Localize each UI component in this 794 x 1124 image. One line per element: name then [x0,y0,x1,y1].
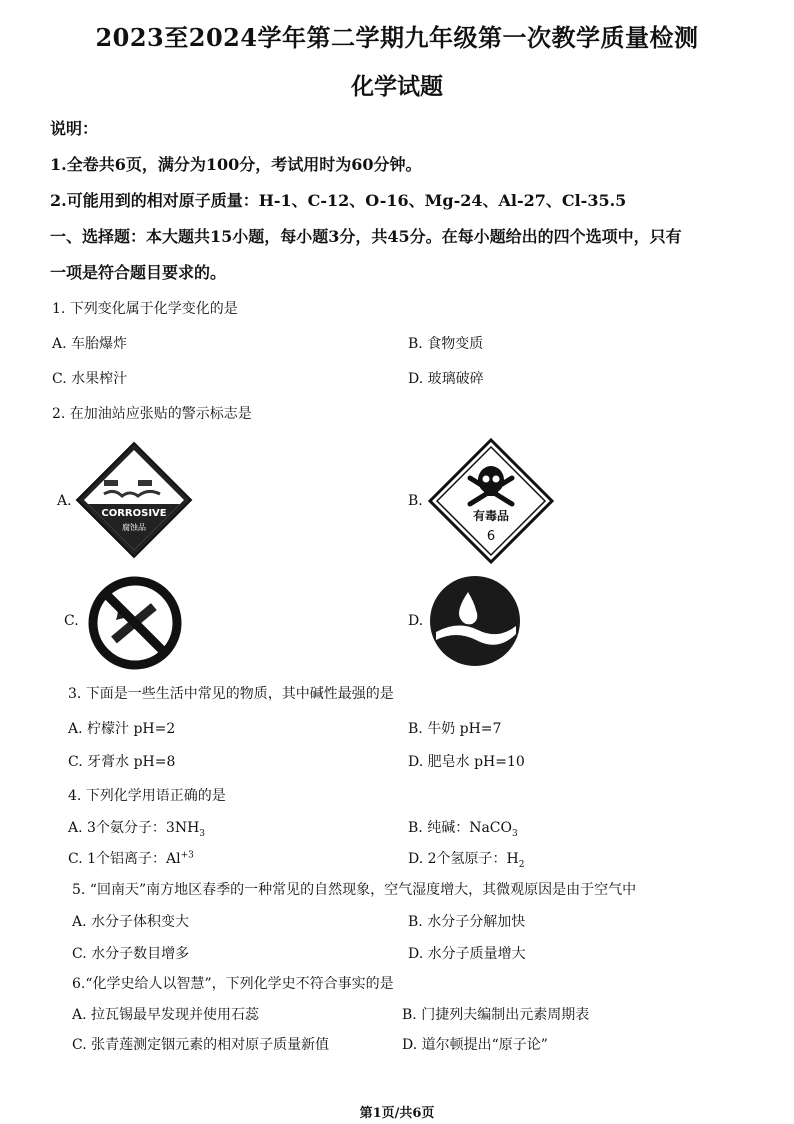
question-1-option-b[interactable]: B. 食物变质 [408,336,484,352]
water-saving-sign-icon [428,574,522,668]
question-6-option-c[interactable]: C. 张青莲测定铟元素的相对原子质量新值 [72,1037,330,1053]
toxic-sign-text: 有毒品 [472,509,510,523]
question-3-option-a[interactable]: A. 柠檬汁 pH=2 [68,721,176,737]
question-4-stem: 4. 下列化学用语正确的是 [68,788,226,804]
question-4-option-d[interactable]: D. 2个氢原子：$H_2$ [408,851,525,870]
question-2-option-a[interactable]: A. [57,493,72,509]
question-2-option-c[interactable]: C. [64,613,79,629]
toxic-sign-icon [428,438,554,564]
section-header-line-2: 一项是符合题目要求的。 [50,263,227,282]
question-3-option-d[interactable]: D. 肥皂水 pH=10 [408,754,525,770]
question-5-stem: 5. “回南天”南方地区春季的一种常见的自然现象，空气湿度增大，其微观原因是由于空气中 [72,882,637,898]
question-6-option-d[interactable]: D. 道尔顿提出“原子论” [402,1037,548,1053]
question-1-option-c[interactable]: C. 水果榨汁 [52,371,128,387]
corrosive-sign-icon [74,440,194,560]
question-2-option-b[interactable]: B. [408,493,423,509]
question-6-option-b[interactable]: B. 门捷列夫编制出元素周期表 [402,1007,590,1023]
question-4-option-b[interactable]: B. 纯碱：NaCO$_3$ [408,820,518,839]
question-3-stem: 3. 下面是一些生活中常见的物质，其中碱性最强的是 [68,686,394,702]
question-6-stem: 6.“化学史给人以智慧”，下列化学史不符合事实的是 [72,976,394,992]
question-1-option-d[interactable]: D. 玻璃破碎 [408,371,484,387]
question-5-option-c[interactable]: C. 水分子数目增多 [72,946,190,962]
instruction-line-1: 1.全卷共6页，满分为100分，考试用时为60分钟。 [50,155,422,174]
page-subtitle: 化学试题 [351,73,443,100]
corrosive-sign-subtext: 腐蚀品 [122,523,146,532]
instruction-line-2: 2.可能用到的相对原子质量：H-1、C-12、O-16、Mg-24、Al-27、Cl-35.5 [50,191,627,210]
section-header-line-1: 一、选择题：本大题共15小题，每小题3分，共45分。在每小题给出的四个选项中，只有 [50,227,682,246]
question-5-option-b[interactable]: B. 水分子分解加快 [408,914,526,930]
question-4-option-a[interactable]: A. 3个氨分子：$3NH_3$ [68,820,206,839]
toxic-sign-number: 6 [486,529,496,544]
question-2-option-d[interactable]: D. [408,613,424,629]
corrosive-sign-text: CORROSIVE [101,508,167,519]
question-5-option-a[interactable]: A. 水分子体积变大 [72,914,190,930]
page-number: 第1页/共6页 [359,1106,435,1121]
question-4-option-c[interactable]: C. 1个铝离子：$Al^{+3}$ [68,850,194,867]
question-3-option-c[interactable]: C. 牙膏水 pH=8 [68,754,176,770]
instructions-heading: 说明： [50,119,99,138]
question-2-stem: 2. 在加油站应张贴的警示标志是 [52,406,252,422]
question-1-option-a[interactable]: A. 车胎爆炸 [52,336,128,352]
no-smoking-sign-icon [86,574,184,672]
question-5-option-d[interactable]: D. 水分子质量增大 [408,946,526,962]
question-1-stem: 1. 下列变化属于化学变化的是 [52,301,238,317]
question-3-option-b[interactable]: B. 牛奶 pH=7 [408,721,502,737]
question-6-option-a[interactable]: A. 拉瓦锡最早发现并使用石蕊 [72,1007,260,1023]
page-title: 2023至2024学年第二学期九年级第一次教学质量检测 [95,23,699,52]
